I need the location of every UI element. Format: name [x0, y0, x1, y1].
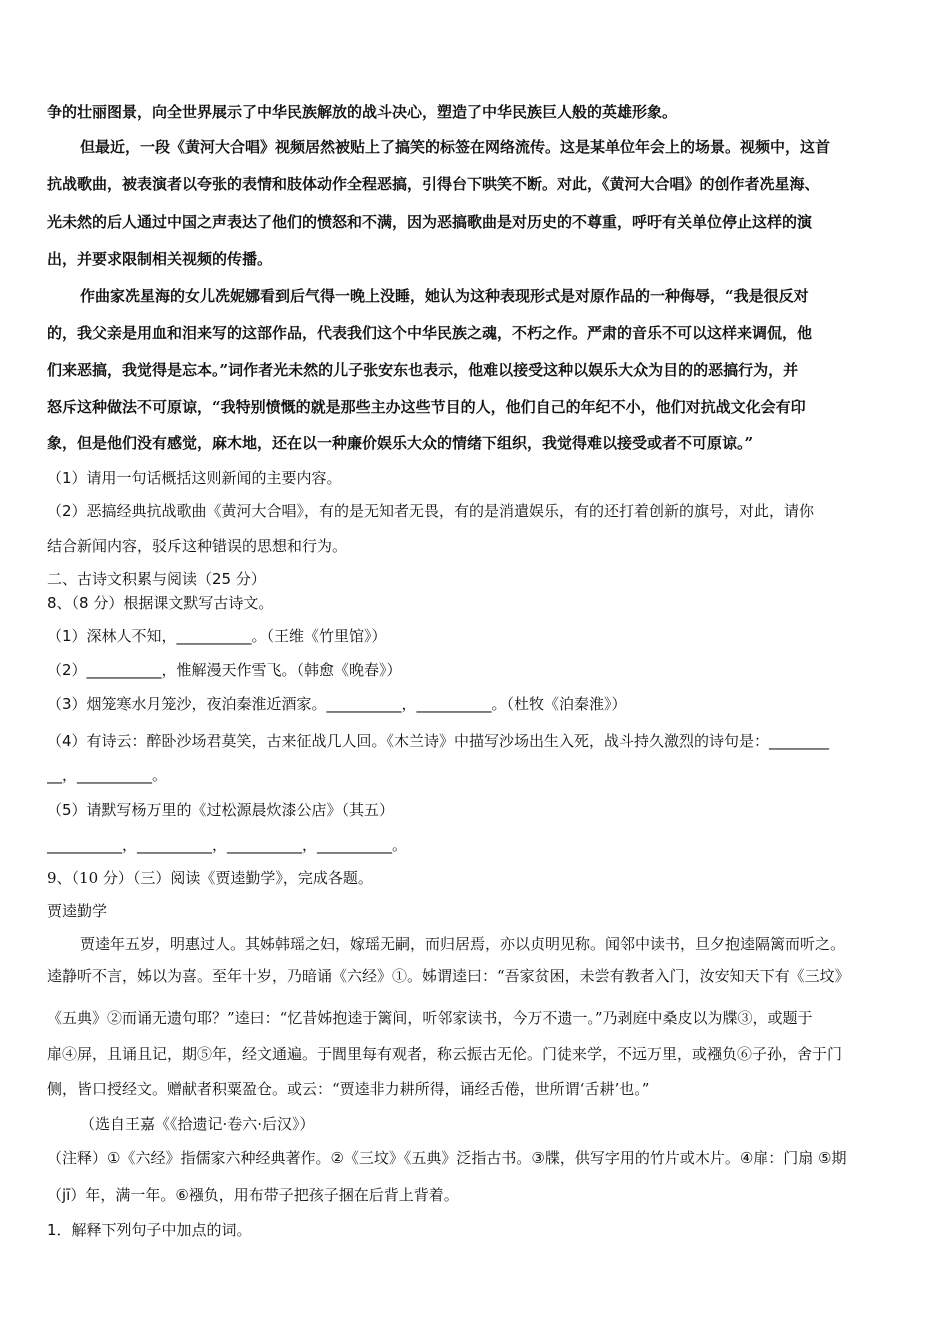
classical-passage-line: 贾逵年五岁，明惠过人。其姊韩瑶之妇，嫁瑶无嗣，而归居焉，亦以贞明见称。闻邻中读书，旦夕抱逵隔篱而听之。	[80, 935, 846, 953]
annotation-line: （jī）年，满一年。⑥襁负，用布带子把孩子捆在后背上背着。	[47, 1186, 459, 1204]
news-question-2: （2）恶搞经典抗战歌曲《黄河大合唱》，有的是无知者无畏，有的是消遣娱乐，有的还打着创新的旗号，对此，请你	[47, 502, 815, 520]
classical-passage-line: 《五典》②而诵无遗句耶？”逵曰：“忆昔姊抱逵于篱间，听邻家读书，今万不遗一。”乃剥庭中桑皮以为牒③，或题于	[47, 1009, 813, 1027]
passage-title: 贾逵勤学	[47, 902, 108, 920]
news-paragraph-line: 象，但是他们没有感觉，麻木地，还在以一种廉价娱乐大众的情绪下组织，我觉得难以接受或者不可原谅。”	[47, 434, 754, 452]
news-question-1: （1）请用一句话概括这则新闻的主要内容。	[47, 469, 342, 487]
classical-passage-line: 扉④屏，且诵且记，期⑤年，经文通遍。于閭里每有观者，称云振古无伦。门徒来学，不远万里，或襁负⑥子孙，舍于门	[47, 1045, 843, 1063]
question-8-item: （1）深林人不知，__________。（王维《竹里馆》）	[47, 627, 387, 645]
news-question-2-cont: 结合新闻内容，驳斥这种错误的思想和行为。	[47, 537, 348, 555]
news-paragraph-line: 的，我父亲是用血和泪来写的这部作品，代表我们这个中华民族之魂，不朽之作。严肃的音乐不可以这样来调侃，他	[47, 324, 813, 342]
news-paragraph-line: 怒斥这种做法不可原谅，“我特别愤慨的就是那些主办这些节目的人，他们自己的年纪不小，他们对抗战文化会有印	[47, 398, 806, 416]
news-paragraph-line: 们来恶搞，我觉得是忘本。”词作者光未然的儿子张安东也表示，他难以接受这种以娱乐大众为目的的恶搞行为，并	[47, 361, 799, 379]
news-paragraph-line: 出，并要求限制相关视频的传播。	[47, 250, 273, 268]
question-8-item: （5）请默写杨万里的《过松源晨炊漆公店》（其五）	[47, 801, 395, 819]
news-paragraph-line: 争的壮丽图景，向全世界展示了中华民族解放的战斗决心，塑造了中华民族巨人般的英雄形象。	[47, 103, 678, 121]
question-8-item: （4）有诗云：醉卧沙场君莫笑，古来征战几人回。《木兰诗》中描写沙场出生入死，战斗持久激烈的诗句是：________	[47, 732, 830, 750]
question-8-stem: 8、（8 分）根据课文默写古诗文。	[47, 594, 274, 612]
question-8-item: （3）烟笼寒水月笼沙，夜泊秦淮近酒家。__________，__________。（杜牧《泊秦淮》）	[47, 695, 627, 713]
news-paragraph-line: 作曲家冼星海的女儿冼妮娜看到后气得一晚上没睡，她认为这种表现形式是对原作品的一种侮辱，“我是很反对	[80, 287, 809, 305]
question-8-item: （2）__________，惟解漫天作雪飞。（韩愈《晚春》）	[47, 661, 402, 679]
news-paragraph-line: 但最近，一段《黄河大合唱》视频居然被贴上了搞笑的标签在网络流传。这是某单位年会上的场景。视频中，这首	[80, 138, 831, 156]
news-paragraph-line: 光未然的后人通过中国之声表达了他们的愤怒和不满，因为恶搞歌曲是对历史的不尊重，呼吁有关单位停止这样的演	[47, 213, 813, 231]
sub-question-1: 1．解释下列句子中加点的词。	[47, 1221, 252, 1239]
news-paragraph-line: 抗战歌曲，被表演者以夸张的表情和肢体动作全程恶搞，引得台下哄笑不断。对此，《黄河大合唱》的创作者冼星海、	[47, 175, 820, 193]
question-8-item: __________，__________，__________，__________。	[47, 836, 408, 854]
question-9-stem: 9、（10 分）（三）阅读《贾逵勤学》，完成各题。	[47, 869, 373, 887]
passage-source: （选自王嘉《《拾遗记·卷六·后汉》）	[80, 1115, 315, 1133]
classical-passage-line: 侧，皆口授经文。赠献者积粟盈仓。或云：“贾逵非力耕所得，诵经舌倦，世所谓‘舌耕’也。”	[47, 1080, 650, 1098]
annotation-line: （注释）①《六经》指儒家六种经典著作。②《三坟》《五典》泛指古书。③牒，供写字用的竹片或木片。④扉：门扇 ⑤期	[47, 1149, 847, 1167]
classical-passage-line: 逵静听不言，姊以为喜。至年十岁，乃暗诵《六经》①。姊谓逵曰：“吾家贫困，未尝有教者入门，汝安知天下有《三坟》	[47, 967, 850, 985]
section-heading: 二、古诗文积累与阅读（25 分）	[47, 570, 266, 588]
question-8-item: __，__________。	[47, 766, 168, 784]
